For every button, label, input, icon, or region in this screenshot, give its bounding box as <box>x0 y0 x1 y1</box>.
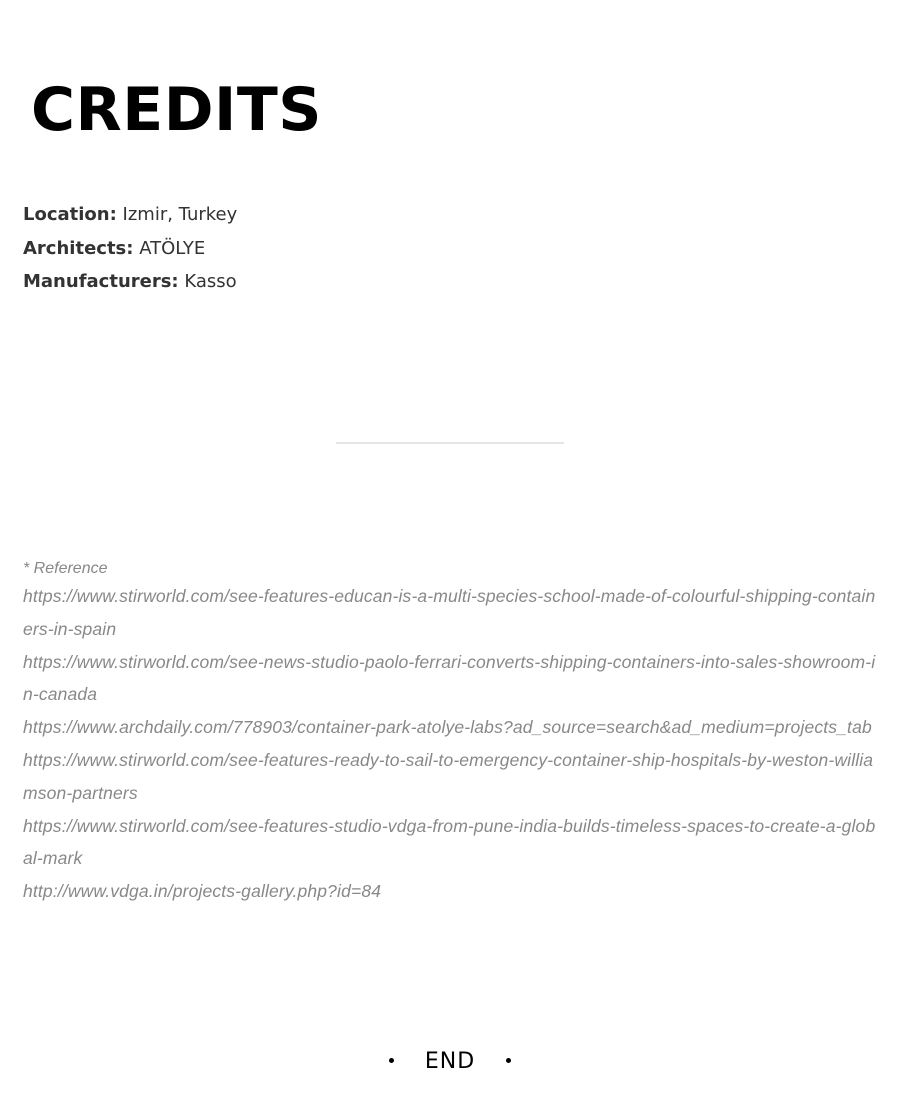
section-divider <box>336 442 564 444</box>
credit-manufacturers <box>23 265 883 299</box>
bullet-dot-icon <box>506 1058 511 1063</box>
reference-link[interactable]: https://www.stirworld.com/see-news-studio-paolo-ferrari-converts-shipping-containers-into-sales-showroom-in-canada <box>23 651 876 705</box>
reference-link[interactable]: https://www.archdaily.com/778903/container-park-atolye-labs?ad_source=search&ad_medium=projects_tab <box>23 717 872 738</box>
reference-link[interactable]: https://www.stirworld.com/see-features-ready-to-sail-to-emergency-container-ship-hospitals-by-weston-williamson-partners <box>23 749 874 803</box>
credit-location <box>23 198 883 232</box>
bullet-dot-icon <box>389 1058 394 1063</box>
reference-link[interactable]: http://www.vdga.in/projects-gallery.php?id=84 <box>23 881 382 902</box>
credit-value: Izmir, Turkey <box>122 204 238 225</box>
reference-link[interactable]: https://www.stirworld.com/see-features-educan-is-a-multi-species-school-made-of-colourful-shipping-containers-in-spain <box>23 586 876 639</box>
references-heading: * Reference <box>23 560 108 577</box>
end-label: END <box>424 1049 476 1074</box>
reference-link[interactable]: https://www.stirworld.com/see-features-studio-vdga-from-pune-india-builds-timeless-spaces-to-create-a-global-mark <box>23 815 876 869</box>
credit-label: Architects: <box>23 237 134 259</box>
credit-architects <box>23 232 883 266</box>
credit-label: Location: <box>23 204 117 225</box>
references-section <box>23 558 885 908</box>
credit-value: Kasso <box>184 271 237 292</box>
credit-label: Manufacturers: <box>23 271 179 292</box>
credit-value: ATÖLYE <box>139 237 206 259</box>
end-marker <box>0 1044 900 1080</box>
credits-list <box>23 198 883 299</box>
page-title: CREDITS <box>31 75 322 145</box>
